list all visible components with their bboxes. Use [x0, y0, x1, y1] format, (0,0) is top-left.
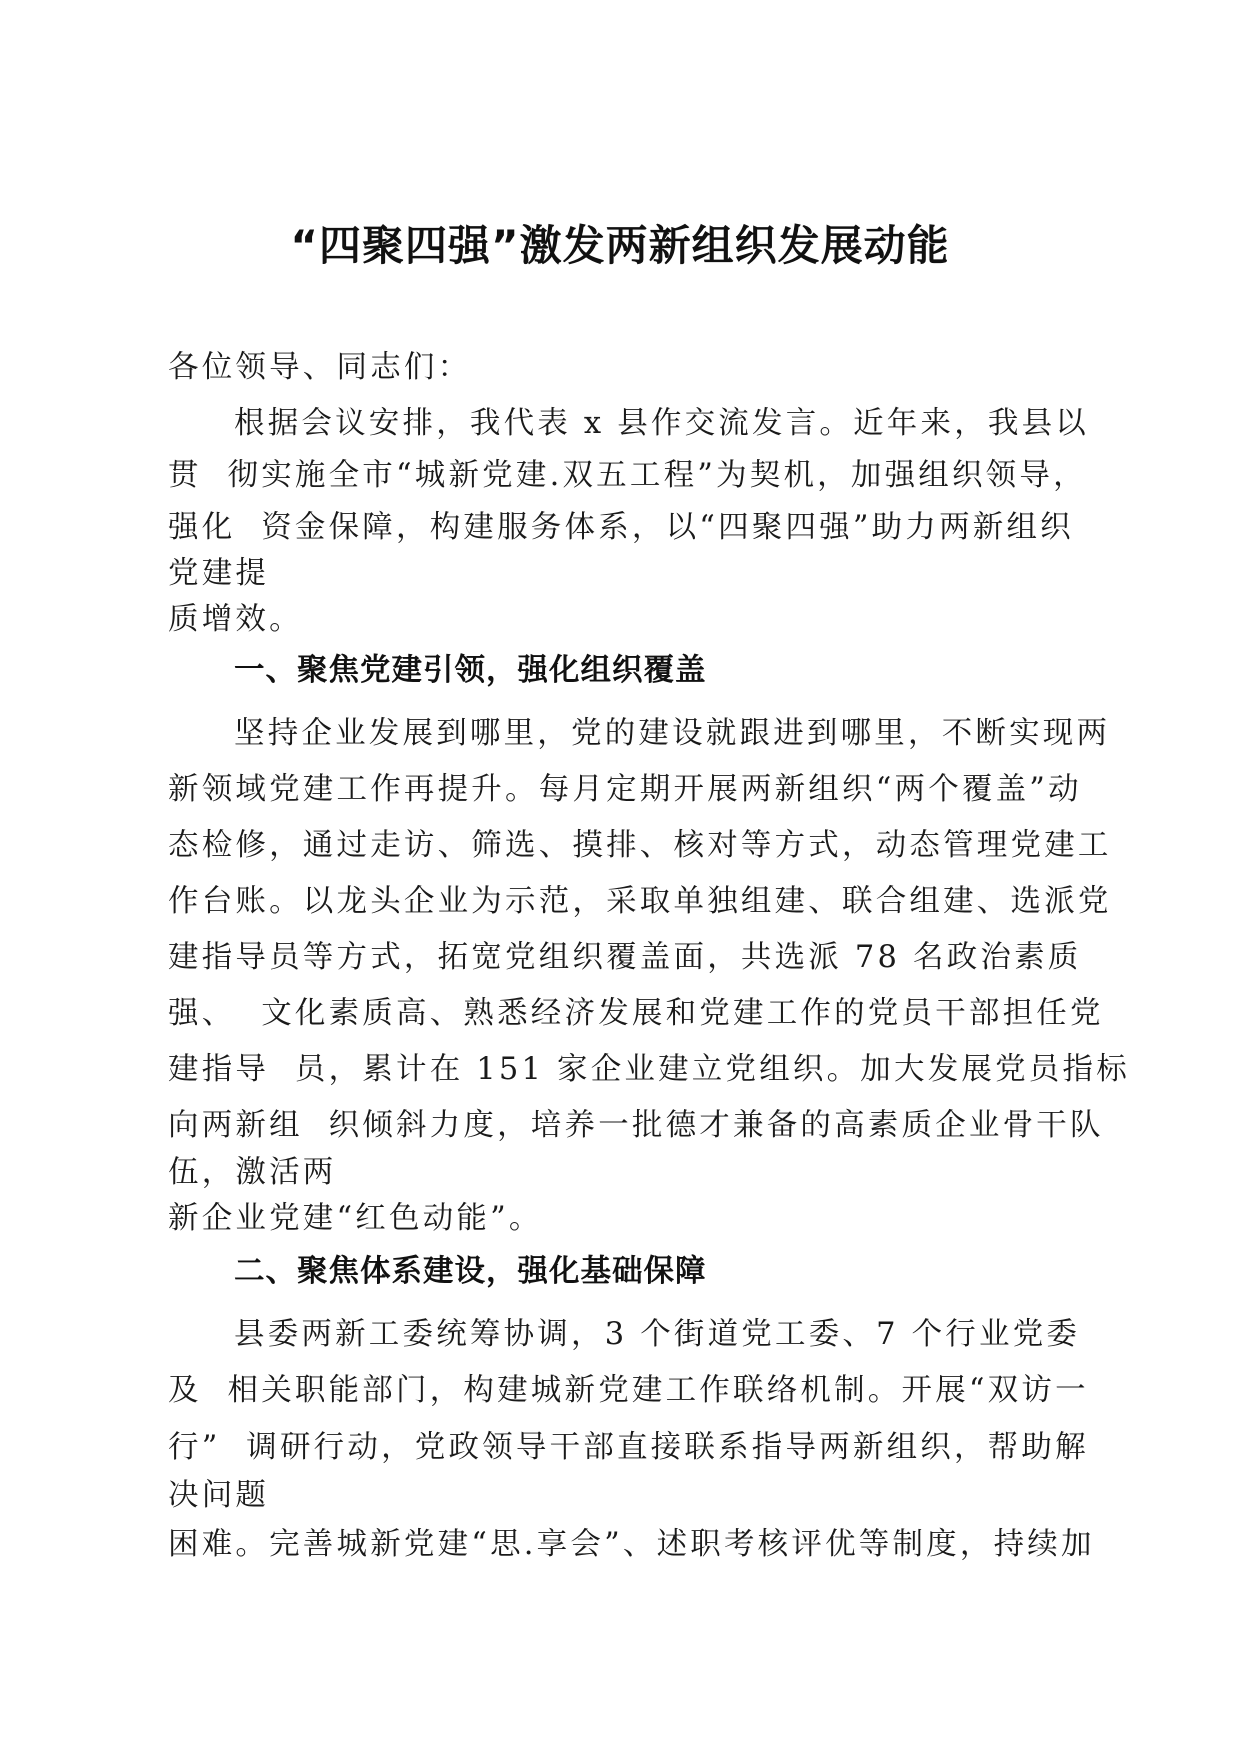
- body-line: 县委两新工委统筹协调，3 个街道党工委、7 个行业党委: [234, 1317, 1081, 1352]
- section-heading: 一、聚焦党建引领，强化组织覆盖: [234, 653, 707, 688]
- intro-line: 党建提: [168, 556, 270, 591]
- body-line: 决问题: [168, 1478, 270, 1513]
- intro-line: 强化 资金保障，构建服务体系，以“四聚四强”助力两新组织: [168, 510, 1074, 545]
- body-line: 坚持企业发展到哪里，党的建设就跟进到哪里，不断实现两: [234, 716, 1111, 751]
- section-heading: 二、聚焦体系建设，强化基础保障: [234, 1254, 707, 1289]
- body-line: 强、 文化素质高、熟悉经济发展和党建工作的党员干部担任党: [168, 996, 1104, 1031]
- body-line: 新企业党建“红色动能”。: [168, 1201, 543, 1236]
- body-line: 及 相关职能部门，构建城新党建工作联络机制。开展“双访一: [168, 1373, 1089, 1408]
- body-line: 行” 调研行动，党政领导干部直接联系指导两新组织，帮助解: [168, 1430, 1089, 1465]
- document-title: “四聚四强”激发两新组织发展动能: [290, 221, 950, 270]
- intro-line: 质增效。: [168, 602, 303, 637]
- body-line: 伍，激活两: [168, 1155, 337, 1190]
- body-line: 态检修，通过走访、筛选、摸排、核对等方式，动态管理党建工: [168, 828, 1112, 863]
- intro-line: 根据会议安排，我代表 x 县作交流发言。近年来，我县以: [234, 406, 1089, 441]
- body-line: 建指导 员，累计在 151 家企业建立党组织。加大发展党员指标: [168, 1052, 1130, 1087]
- body-line: 困难。完善城新党建“思.享会”、述职考核评优等制度，持续加: [168, 1527, 1095, 1562]
- body-line: 建指导员等方式，拓宽党组织覆盖面，共选派 78 名政治素质: [168, 940, 1082, 975]
- salutation: 各位领导、同志们：: [168, 350, 472, 385]
- body-line: 向两新组 织倾斜力度，培养一批德才兼备的高素质企业骨干队: [168, 1108, 1104, 1143]
- body-line: 作台账。以龙头企业为示范，采取单独组建、联合组建、选派党: [168, 884, 1112, 919]
- body-line: 新领域党建工作再提升。每月定期开展两新组织“两个覆盖”动: [168, 772, 1082, 807]
- intro-line: 贯 彻实施全市“城新党建.双五工程”为契机，加强组织领导，: [168, 458, 1087, 493]
